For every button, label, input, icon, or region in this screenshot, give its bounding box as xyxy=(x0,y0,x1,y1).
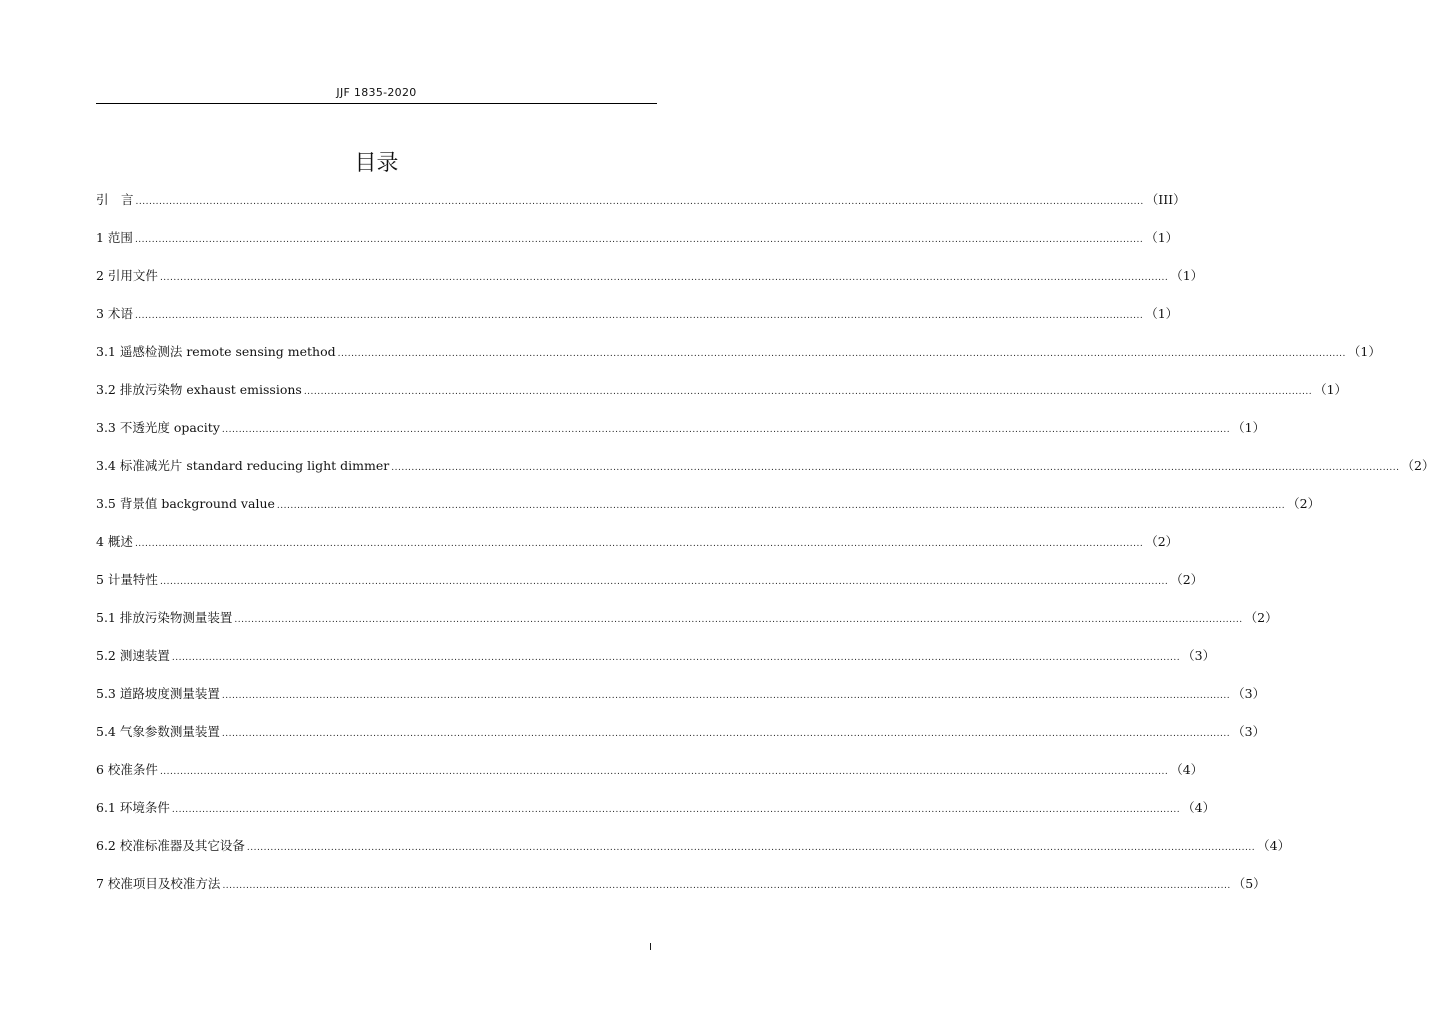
toc-leader-dots: ............................................................................................................................................................................................................................................................................................................ xyxy=(246,843,1256,853)
toc-entry-page: （2） xyxy=(1401,458,1434,473)
toc-entry-page: （2） xyxy=(1287,496,1321,511)
toc-leader-dots: ............................................................................................................................................................................................................................................................................................................ xyxy=(159,577,1169,587)
toc-entry-label: 3.1 遥感检测法 remote sensing method xyxy=(96,344,336,359)
toc-entry-label: 1 范围 xyxy=(96,230,133,245)
toc-leader-dots: ............................................................................................................................................................................................................................................................................................................ xyxy=(234,615,1243,625)
toc-entry-label: 5.1 排放污染物测量装置 xyxy=(96,610,233,625)
toc-entry[interactable] xyxy=(96,836,1291,856)
toc-leader-dots: ............................................................................................................................................................................................................................................................................................................ xyxy=(221,425,1231,435)
toc-leader-dots: ............................................................................................................................................................................................................................................................................................................ xyxy=(135,197,1144,207)
toc-leader-dots: ............................................................................................................................................................................................................................................................................................................ xyxy=(222,881,1231,891)
toc-leader-dots: ............................................................................................................................................................................................................................................................................................................ xyxy=(171,653,1181,663)
toc-entry-page: （5） xyxy=(1232,876,1266,891)
toc-entry[interactable] xyxy=(96,494,1321,514)
toc-entry-label: 4 概述 xyxy=(96,534,133,549)
toc-leader-dots: ............................................................................................................................................................................................................................................................................................................ xyxy=(391,463,1400,473)
toc-entry-page: （3） xyxy=(1232,686,1266,701)
toc-entry-page: （1） xyxy=(1232,420,1266,435)
toc-leader-dots: ............................................................................................................................................................................................................................................................................................................ xyxy=(159,767,1169,777)
toc-entry[interactable] xyxy=(96,760,1204,780)
toc-entry-page: （4） xyxy=(1257,838,1291,853)
toc-leader-dots: ............................................................................................................................................................................................................................................................................................................ xyxy=(159,273,1169,283)
document-code-header: JJF 1835-2020 xyxy=(336,86,417,99)
toc-entry-label: 6.2 校准标准器及其它设备 xyxy=(96,838,245,853)
toc-entry-label: 引 言 xyxy=(96,192,134,207)
toc-entry[interactable] xyxy=(96,874,1266,894)
toc-leader-dots: ............................................................................................................................................................................................................................................................................................................ xyxy=(337,349,1346,359)
toc-entry[interactable] xyxy=(96,684,1266,704)
page-number: I xyxy=(649,942,652,953)
toc-entry[interactable] xyxy=(96,380,1348,400)
toc-entry-page: （3） xyxy=(1182,648,1216,663)
toc-entry[interactable] xyxy=(96,190,1186,210)
toc-entry[interactable] xyxy=(96,266,1204,286)
toc-entry-label: 5.4 气象参数测量装置 xyxy=(96,724,220,739)
toc-entry-page: （4） xyxy=(1170,762,1204,777)
toc-entry-page: （1） xyxy=(1314,382,1348,397)
toc-entry-label: 2 引用文件 xyxy=(96,268,158,283)
toc-entry-label: 3.2 排放污染物 exhaust emissions xyxy=(96,382,302,397)
toc-entry-label: 3 术语 xyxy=(96,306,133,321)
toc-entry-label: 3.3 不透光度 opacity xyxy=(96,420,220,435)
toc-leader-dots: ............................................................................................................................................................................................................................................................................................................ xyxy=(171,805,1181,815)
page-title: 目录 xyxy=(354,151,399,176)
toc-entry-label: 6 校准条件 xyxy=(96,762,158,777)
toc-entry[interactable] xyxy=(96,646,1216,666)
toc-entry[interactable] xyxy=(96,570,1204,590)
toc-entry[interactable] xyxy=(96,722,1266,742)
toc-entry-page: （2） xyxy=(1170,572,1204,587)
toc-entry[interactable] xyxy=(96,418,1266,438)
toc-entry-page: （III） xyxy=(1145,192,1186,207)
toc-leader-dots: ............................................................................................................................................................................................................................................................................................................ xyxy=(221,691,1231,701)
toc-leader-dots: ............................................................................................................................................................................................................................................................................................................ xyxy=(134,539,1144,549)
toc-entry-page: （1） xyxy=(1347,344,1381,359)
toc-entry-page: （1） xyxy=(1145,306,1179,321)
toc-entry[interactable] xyxy=(96,532,1179,552)
toc-entry[interactable] xyxy=(96,608,1278,628)
toc-leader-dots: ............................................................................................................................................................................................................................................................................................................ xyxy=(134,235,1144,245)
toc-entry[interactable] xyxy=(96,228,1179,248)
toc-entry-page: （4） xyxy=(1182,800,1216,815)
toc-entry-label: 6.1 环境条件 xyxy=(96,800,170,815)
toc-entry[interactable] xyxy=(96,342,1381,362)
toc-entry[interactable] xyxy=(96,798,1216,818)
toc-leader-dots: ............................................................................................................................................................................................................................................................................................................ xyxy=(134,311,1144,321)
toc-entry-label: 5 计量特性 xyxy=(96,572,158,587)
header-rule xyxy=(96,103,657,104)
toc-entry[interactable] xyxy=(96,304,1179,324)
toc-entry-label: 5.2 测速装置 xyxy=(96,648,170,663)
toc-entry-label: 3.5 背景值 background value xyxy=(96,496,275,511)
toc-leader-dots: ............................................................................................................................................................................................................................................................................................................ xyxy=(221,729,1231,739)
toc-entry-page: （1） xyxy=(1170,268,1204,283)
toc-entry-label: 5.3 道路坡度测量装置 xyxy=(96,686,220,701)
toc-entry-page: （1） xyxy=(1145,230,1179,245)
toc-leader-dots: ............................................................................................................................................................................................................................................................................................................ xyxy=(303,387,1313,397)
toc-entry-page: （2） xyxy=(1145,534,1179,549)
toc-entry-page: （3） xyxy=(1232,724,1266,739)
toc-entry-page: （2） xyxy=(1244,610,1278,625)
toc-entry-label: 7 校准项目及校准方法 xyxy=(96,876,221,891)
toc-leader-dots: ............................................................................................................................................................................................................................................................................................................ xyxy=(276,501,1286,511)
toc-entry[interactable] xyxy=(96,456,1434,476)
toc-entry-label: 3.4 标准减光片 standard reducing light dimmer xyxy=(96,458,390,473)
